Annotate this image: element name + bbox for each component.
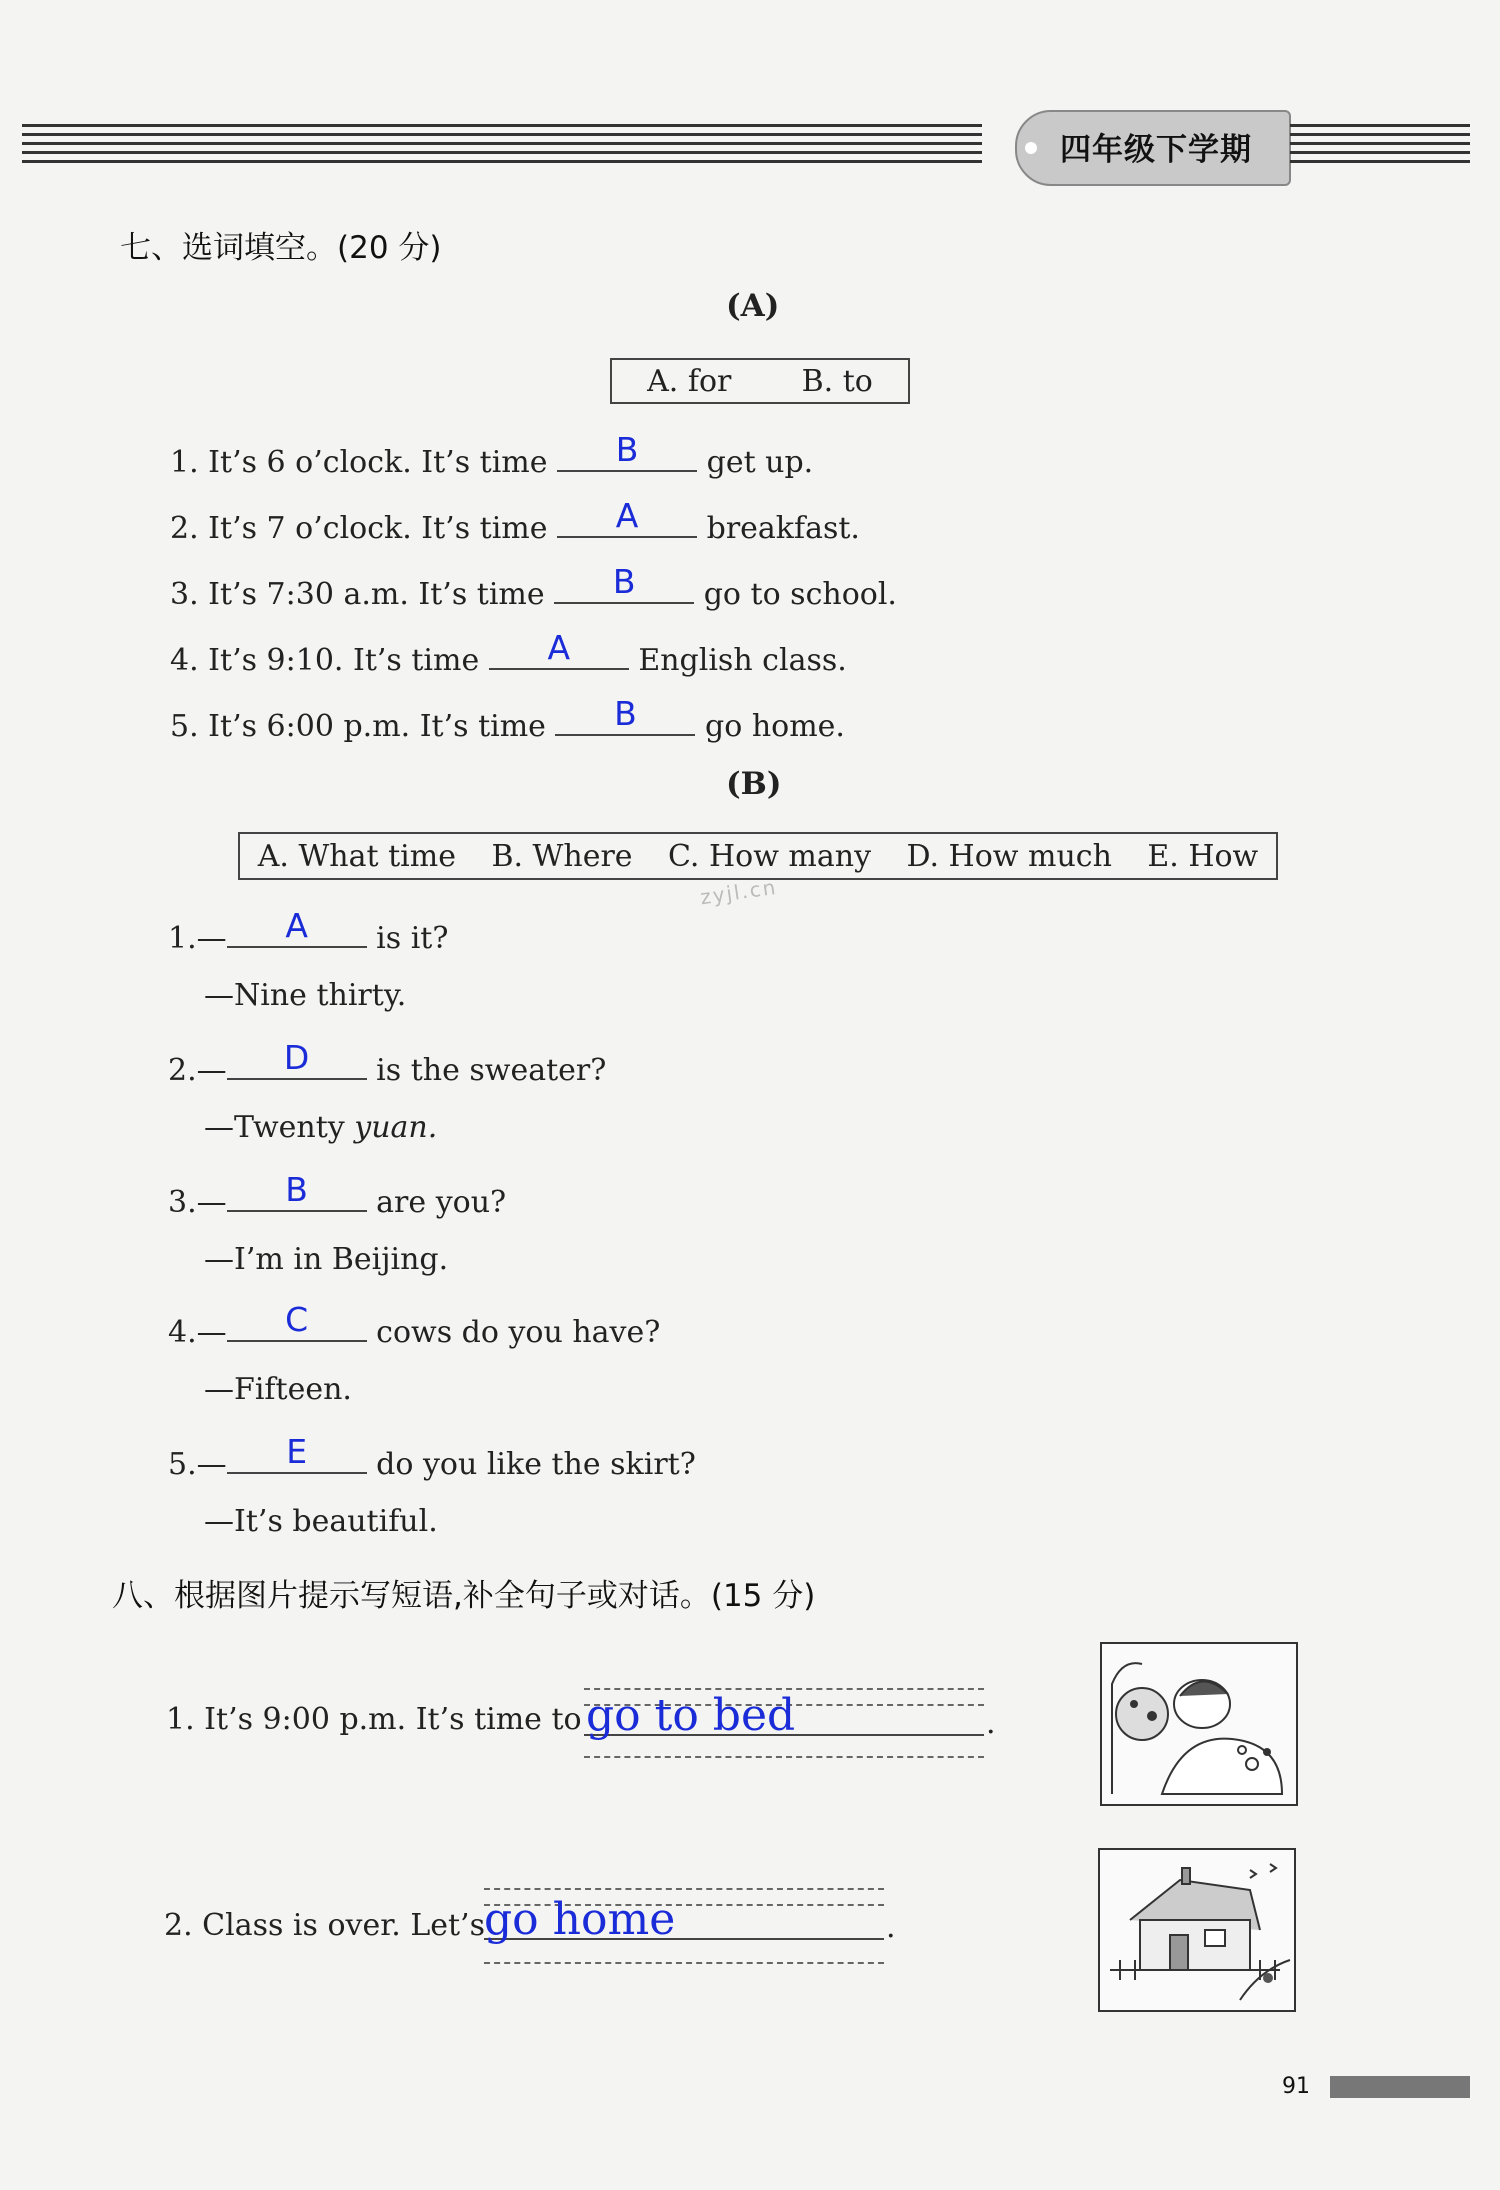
handwritten-answer-2: go home [484,1894,676,1945]
part-a-item-5: 5. It’s 6:00 p.m. It’s time B go home. [170,694,845,744]
answer-blank[interactable]: B [554,568,694,604]
part-a-label: (A) [726,288,780,324]
handwritten-answer-1: go to bed [586,1690,796,1741]
footer-bar [1330,2076,1470,2098]
option-c: C. How many [668,838,872,874]
option-d: D. How much [906,838,1112,874]
part-b-item-3: 3.— B are you? [168,1170,507,1220]
part-b-reply-3: —I’m in Beijing. [204,1242,449,1277]
answer-blank[interactable]: B [555,700,695,736]
section-8-prompt-2: 2. Class is over. Let’s [164,1908,485,1943]
header-badge: 四年级下学期 [1060,132,1252,168]
section-8-title: 八、根据图片提示写短语,补全句子或对话。(15 分) [112,1578,816,1614]
part-b-item-5: 5.— E do you like the skirt? [168,1432,696,1482]
part-a-item-1: 1. It’s 6 o’clock. It’s time B get up. [170,430,814,480]
part-b-options-box [238,832,1278,880]
part-a-item-2: 2. It’s 7 o’clock. It’s time A breakfast. [170,496,860,546]
answer-blank[interactable]: E [227,1438,367,1474]
house-picture [1098,1848,1296,2012]
part-b-item-4: 4.— C cows do you have? [168,1300,661,1350]
answer-blank[interactable]: A [489,634,629,670]
sentence-end: . [986,1706,996,1741]
part-b-label: (B) [726,766,782,802]
guide-line-bottom [484,1962,884,1964]
option-a: A. for [647,363,732,399]
guide-line-bottom [584,1756,984,1758]
part-a-options-box [610,358,910,404]
part-b-reply-2: —Twenty yuan. [204,1110,438,1145]
part-a-item-4: 4. It’s 9:10. It’s time A English class. [170,628,847,678]
part-a-item-3: 3. It’s 7:30 a.m. It’s time B go to school. [170,562,897,612]
section-7-title: 七、选词填空。(20 分) [120,230,442,266]
answer-blank[interactable]: A [557,502,697,538]
header-rule-left [22,124,982,170]
answer-blank[interactable]: C [227,1306,367,1342]
part-b-item-2: 2.— D is the sweater? [168,1038,607,1088]
option-a: A. What time [257,838,456,874]
answer-blank[interactable]: D [227,1044,367,1080]
header-dot-icon [1025,142,1037,154]
option-b: B. Where [491,838,633,874]
guide-line-top [484,1888,884,1890]
part-b-reply-5: —It’s beautiful. [204,1504,438,1539]
part-b-item-1: 1.— A is it? [168,906,449,956]
header-rule-right [1290,124,1470,170]
option-b: B. to [801,363,873,399]
answer-blank[interactable]: B [227,1176,367,1212]
sentence-end: . [886,1910,896,1945]
watermark: zyjl.cn [698,874,779,910]
part-b-reply-1: —Nine thirty. [204,978,407,1013]
part-b-reply-4: —Fifteen. [204,1372,352,1407]
answer-blank[interactable]: A [227,912,367,948]
sleeping-boy-picture [1100,1642,1298,1806]
answer-blank[interactable]: B [557,436,697,472]
page-number: 91 [1282,2074,1310,2099]
option-e: E. How [1147,838,1259,874]
section-8-prompt-1: 1. It’s 9:00 p.m. It’s time to [166,1702,582,1737]
